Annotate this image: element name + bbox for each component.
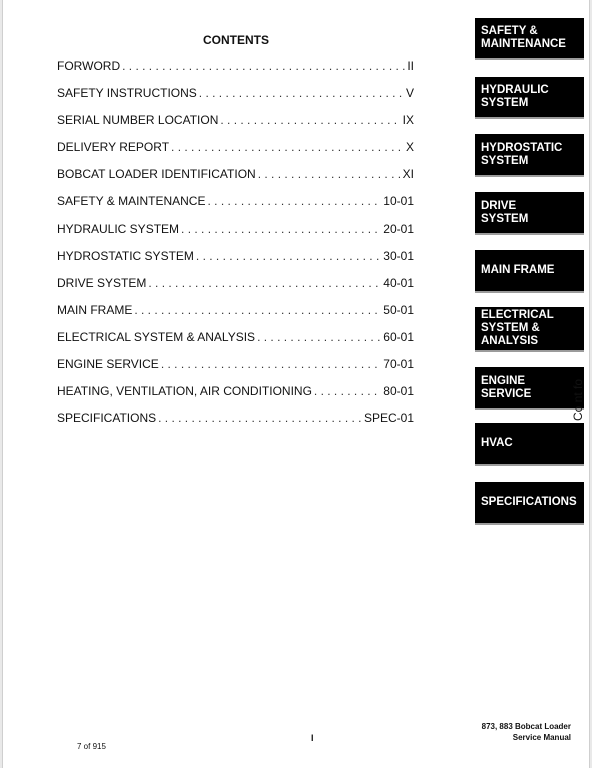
toc-entry-label: DRIVE SYSTEM	[57, 275, 147, 290]
manual-title	[473, 721, 571, 743]
section-tab[interactable]: ENGINE SERVICE	[475, 367, 584, 410]
section-tab[interactable]: HYDRAULIC SYSTEM	[475, 77, 584, 119]
toc-entry-label: ELECTRICAL SYSTEM & ANALYSIS	[57, 329, 256, 344]
toc-entry-page: 10-01	[383, 194, 414, 209]
toc-leader-dots	[181, 222, 381, 236]
toc-leader-dots	[257, 330, 381, 344]
toc-leader-dots	[199, 86, 404, 100]
toc-entry[interactable]	[57, 194, 414, 221]
toc-entry-label: SAFETY & MAINTENANCE	[57, 194, 206, 209]
toc-leader-dots	[134, 303, 381, 317]
toc-leader-dots	[207, 194, 381, 208]
toc-entry[interactable]	[57, 249, 414, 276]
toc-entry-label: HEATING, VENTILATION, AIR CONDITIONING	[57, 384, 312, 399]
toc-entry-label: BOBCAT LOADER IDENTIFICATION	[57, 167, 256, 182]
toc-entry-page: IX	[402, 113, 414, 128]
toc-entry-label: HYDRAULIC SYSTEM	[57, 221, 180, 236]
toc-leader-dots	[314, 384, 381, 398]
toc-entry-page: II	[407, 59, 414, 73]
toc-entry-label: DELIVERY REPORT	[57, 140, 170, 155]
toc-entry[interactable]	[57, 303, 414, 330]
toc-leader-dots	[171, 140, 404, 154]
section-tab[interactable]: SPECIFICATIONS	[475, 482, 584, 525]
toc-entry-page: 60-01	[383, 329, 414, 344]
toc-entry[interactable]	[57, 86, 414, 113]
toc-entry[interactable]	[57, 167, 414, 194]
toc-entry-page: 80-01	[383, 384, 414, 399]
toc-entry-page: 70-01	[383, 357, 414, 372]
toc-entry[interactable]	[57, 59, 414, 86]
toc-entry[interactable]	[57, 276, 414, 303]
document-page	[2, 0, 590, 768]
toc-entry-label: SAFETY INSTRUCTIONS	[57, 86, 197, 101]
toc-leader-dots	[220, 113, 400, 127]
section-tab[interactable]: HYDROSTATIC SYSTEM	[475, 134, 584, 177]
section-tab[interactable]: HVAC	[475, 423, 584, 466]
toc-entry-label: SERIAL NUMBER LOCATION	[57, 113, 219, 128]
manual-title-line-2: Service Manual	[512, 733, 571, 742]
contents-title: CONTENTS	[203, 33, 269, 47]
toc-leader-dots	[122, 59, 405, 73]
toc-entry-label: SPECIFICATIONS	[57, 411, 157, 426]
toc-leader-dots	[258, 167, 401, 181]
toc-entry-page: V	[405, 86, 414, 101]
toc-entry-page: SPEC-01	[363, 411, 414, 426]
toc-entry[interactable]	[57, 384, 414, 411]
toc-entry-page: 30-01	[383, 248, 414, 263]
toc-entry[interactable]	[57, 140, 414, 167]
toc-entry-label: HYDROSTATIC SYSTEM	[57, 248, 194, 263]
section-tab[interactable]: ELECTRICAL SYSTEM & ANALYSIS	[475, 307, 584, 352]
table-of-contents	[57, 59, 414, 438]
page-number: I	[311, 733, 314, 743]
toc-leader-dots	[161, 357, 381, 371]
toc-leader-dots	[196, 249, 381, 263]
toc-entry-page: 50-01	[383, 302, 414, 317]
toc-entry-label: MAIN FRAME	[57, 302, 133, 317]
manual-title-line-1: 873, 883 Bobcat Loader	[481, 722, 571, 731]
toc-entry-page: XI	[402, 167, 414, 182]
page-counter: 7 of 915	[77, 742, 106, 751]
toc-entry[interactable]	[57, 113, 414, 140]
toc-entry-page: X	[405, 140, 414, 155]
section-tab[interactable]: MAIN FRAME	[475, 250, 584, 293]
side-margin-text: Co nt fo	[571, 378, 585, 421]
section-tab[interactable]: SAFETY & MAINTENANCE	[475, 18, 584, 60]
toc-leader-dots	[158, 411, 362, 425]
toc-entry[interactable]	[57, 222, 414, 249]
toc-leader-dots	[148, 276, 381, 290]
toc-entry[interactable]	[57, 357, 414, 384]
toc-entry-label: ENGINE SERVICE	[57, 357, 159, 372]
toc-entry-page: 40-01	[383, 275, 414, 290]
toc-entry-page: 20-01	[383, 221, 414, 236]
toc-entry-label: FORWORD	[57, 59, 121, 73]
toc-entry[interactable]	[57, 330, 414, 357]
section-tab[interactable]: DRIVE SYSTEM	[475, 192, 584, 235]
toc-entry[interactable]	[57, 411, 414, 438]
